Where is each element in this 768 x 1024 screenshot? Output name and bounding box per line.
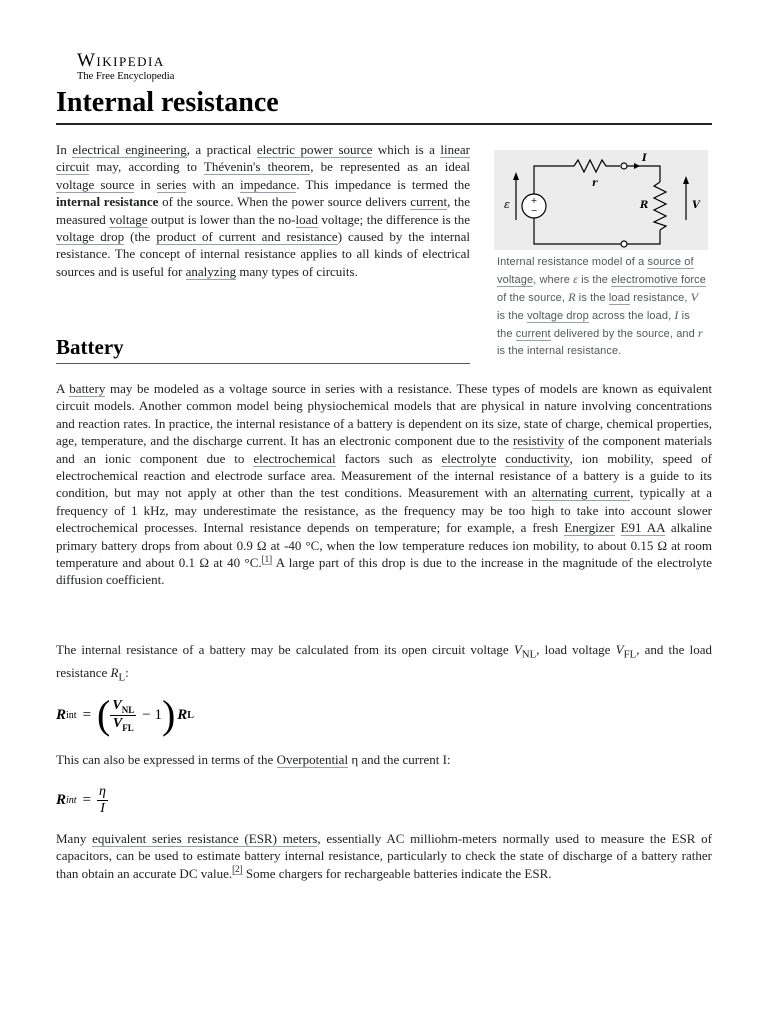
text: ) caused by the internal resistance. The concept of internal resistance applies to all kinds of electrical sources and is useful for	[56, 229, 471, 279]
text: delivered by the source, and	[550, 328, 698, 340]
text: is the	[497, 310, 690, 340]
text: , where	[533, 274, 574, 286]
text: . This impedance is termed the	[296, 176, 470, 192]
current-arrowhead	[634, 163, 640, 169]
link-current[interactable]: current	[410, 194, 448, 210]
paren-open: (	[97, 692, 111, 737]
eq2-den: I	[100, 800, 105, 816]
link-electrochemical[interactable]: electrochemical	[253, 450, 336, 466]
link-alternating-current[interactable]: alternating current	[531, 485, 631, 501]
link-energizer[interactable]: Energizer	[564, 520, 615, 536]
section-heading-battery: Battery	[56, 333, 470, 364]
text: of the component materials and an ionic component due to	[56, 433, 712, 466]
text: Some chargers for rechargeable batteries indicate the ESR.	[242, 865, 552, 881]
math-I: I	[674, 308, 679, 322]
text: may, according to	[89, 159, 204, 175]
equation-overpotential	[56, 780, 108, 820]
link-series[interactable]: series	[156, 176, 187, 192]
text: across the load,	[588, 310, 675, 322]
text: is the internal resistance.	[497, 345, 622, 357]
link-electrolyte[interactable]: electrolyte	[441, 450, 497, 466]
eq-rhs-sub: L	[187, 709, 194, 721]
wikipedia-logo[interactable]	[77, 50, 174, 83]
link-voltage-source[interactable]: voltage source	[56, 176, 135, 192]
text: may be modeled as a voltage source in series with a resistance. These types of models are known as equivalent circuit models. Another common model being physiochemical models that are physical in nature involving concentrations and reaction rates. In practice, the internal resistance of a battery is dependent on its size, state of charge, chemical properties, age, temperature, and the discharge current. It has an electronic component due to the	[56, 381, 712, 449]
eq2-lhs: R	[56, 791, 67, 808]
text: is the	[575, 292, 609, 304]
text: of the source,	[497, 292, 569, 304]
V-label: V	[692, 200, 700, 211]
calc-paragraph	[56, 641, 712, 687]
esr-paragraph	[56, 830, 712, 882]
eq-fraction	[110, 698, 136, 733]
eq-num-sub: NL	[121, 704, 135, 715]
text: , ion mobility, speed of electrochemical reaction and electrode surface area. Measurement of the internal resistance of a battery is a guide to its condition, but may not apply at other than the test conditions. Measurement with an	[56, 450, 712, 501]
page-title: Internal resistance	[56, 84, 712, 125]
eq-minus-one: − 1	[142, 706, 162, 723]
text: factors such as	[335, 450, 442, 466]
circuit-figure	[494, 150, 708, 360]
link-linear-circuit[interactable]: linear circuit	[56, 142, 470, 175]
eq-lhs: R	[56, 706, 67, 723]
link-voltage-drop-caption[interactable]: voltage drop	[527, 310, 589, 322]
link-esr-meters[interactable]: equivalent series resistance (ESR) meters	[92, 831, 318, 846]
text: A	[56, 381, 70, 396]
eq-rhs: R	[177, 706, 188, 723]
text: :	[125, 665, 129, 680]
text: of the source. When the power source delivers	[158, 194, 411, 210]
link-voltage[interactable]: voltage	[109, 211, 148, 227]
bold-term: internal resistance	[56, 194, 159, 210]
math-var: V	[513, 642, 522, 657]
eq-equals: =	[82, 706, 92, 723]
text: (the	[124, 229, 157, 245]
logo-tagline: The Free Encyclopedia	[77, 71, 175, 82]
text: , the measured	[56, 194, 470, 227]
overpotential-paragraph	[56, 751, 712, 768]
math-R: R	[568, 290, 576, 304]
text: is the	[497, 310, 528, 322]
text: with an	[186, 176, 241, 192]
link-resistivity[interactable]: resistivity	[512, 433, 565, 449]
link-electrical-engineering[interactable]: electrical engineering	[72, 142, 187, 157]
link-load-caption[interactable]: load	[608, 292, 631, 304]
link-voltage-drop[interactable]: voltage drop	[56, 229, 125, 245]
math-epsilon: ε	[573, 272, 578, 286]
figure-caption	[494, 254, 708, 360]
emf-label: ε	[504, 198, 510, 211]
reference-2[interactable]: [2]	[232, 864, 243, 875]
eq2-num: η	[99, 783, 106, 799]
math-var: V	[615, 642, 624, 657]
link-analyzing[interactable]: analyzing	[185, 263, 237, 279]
link-e91-aa[interactable]: E91 AA	[620, 520, 665, 536]
text	[615, 520, 621, 535]
text: A large part of this drop is due to the increase in the magnitude of the electrolyte diffusion coefficient.	[56, 555, 712, 588]
eq-num: V	[112, 697, 122, 713]
reference-1[interactable]: [1]	[261, 553, 273, 564]
text: In	[56, 142, 73, 157]
link-overpotential[interactable]: Overpotential	[276, 752, 349, 767]
text: output is lower than the no-	[147, 211, 296, 227]
r-label: r	[592, 178, 598, 189]
eq2-equals: =	[82, 791, 92, 808]
text: which is a	[372, 142, 441, 157]
math-r: r	[698, 326, 703, 340]
text: The internal resistance of a battery may be calculated from its open circuit voltage	[56, 642, 514, 657]
battery-paragraph	[56, 380, 712, 589]
emf-arrowhead	[513, 172, 519, 180]
eq-lhs-sub: int	[66, 709, 77, 721]
text: alkaline primary battery drops from about 0.9 Ω at -40 °C, when the low temperature reduces ion mobility, to about 0.15 Ω at room temperature and about 0.1 Ω at 40 °C.	[56, 520, 712, 571]
eq-den-sub: FL	[122, 722, 134, 733]
text: many types of circuits.	[236, 263, 358, 279]
text: η and the current I:	[348, 752, 451, 767]
math-sub: L	[118, 671, 126, 684]
eq2-lhs-sub: int	[66, 794, 77, 806]
text: , and the load resistance	[56, 642, 712, 680]
text: is the	[577, 274, 612, 286]
text: This can also be expressed in terms of the	[56, 752, 277, 767]
text: voltage; the difference is the	[317, 211, 471, 227]
text: in	[134, 176, 157, 192]
text: , a practical	[186, 142, 257, 157]
math-var: R	[110, 665, 119, 680]
text: , load voltage	[536, 642, 616, 657]
I-label: I	[642, 153, 647, 164]
link-source-of-voltage[interactable]: source of voltage	[497, 256, 694, 286]
link-load[interactable]: load	[295, 211, 318, 227]
link-current-caption[interactable]: current	[515, 328, 551, 340]
link-electromotive-force[interactable]: electromotive force	[611, 274, 706, 286]
text	[496, 451, 505, 466]
link-product-current-resistance[interactable]: product of current and resistance	[156, 229, 338, 245]
text: , typically at a frequency of 1 kHz, may underestimate the resistance, as the frequency may be too high to take into account slower electrochemical processes. Internal resistance depends on temperature; for example, a fresh	[56, 485, 712, 536]
eq-den: V	[112, 715, 123, 731]
equation-internal-resistance	[56, 690, 194, 740]
math-V: V	[690, 290, 699, 304]
text: Internal resistance model of a	[497, 256, 648, 268]
eq2-fraction	[97, 784, 108, 817]
R-label: R	[640, 200, 649, 211]
circuit-svg	[494, 150, 708, 250]
text: , be represented as an ideal	[310, 159, 470, 175]
svg-text:+: +	[530, 196, 538, 205]
text: , essentially AC milliohm-meters normally used to measure the ESR of capacitors, can be used to estimate battery internal resistance, particularly to check the state of discharge of a battery rather than obtain an accurate DC value.	[56, 831, 712, 881]
link-thevenins-theorem[interactable]: Thévenin's theorem	[203, 159, 311, 175]
intro-paragraph	[56, 141, 470, 280]
link-battery[interactable]: battery	[69, 381, 106, 396]
logo-wordmark: Wikipedia	[77, 50, 165, 71]
link-impedance[interactable]: impedance	[240, 176, 297, 192]
circuit-diagram[interactable]	[494, 150, 708, 250]
math-sub: NL	[521, 648, 537, 661]
link-conductivity[interactable]: conductivity	[505, 450, 570, 466]
link-electric-power-source[interactable]: electric power source	[256, 142, 373, 157]
math-sub: FL	[623, 648, 637, 661]
text: Many	[56, 831, 93, 846]
paren-close: )	[161, 692, 176, 737]
voltage-arrowhead	[683, 176, 689, 184]
text: resistance,	[630, 292, 691, 304]
svg-text:−: −	[530, 206, 538, 215]
